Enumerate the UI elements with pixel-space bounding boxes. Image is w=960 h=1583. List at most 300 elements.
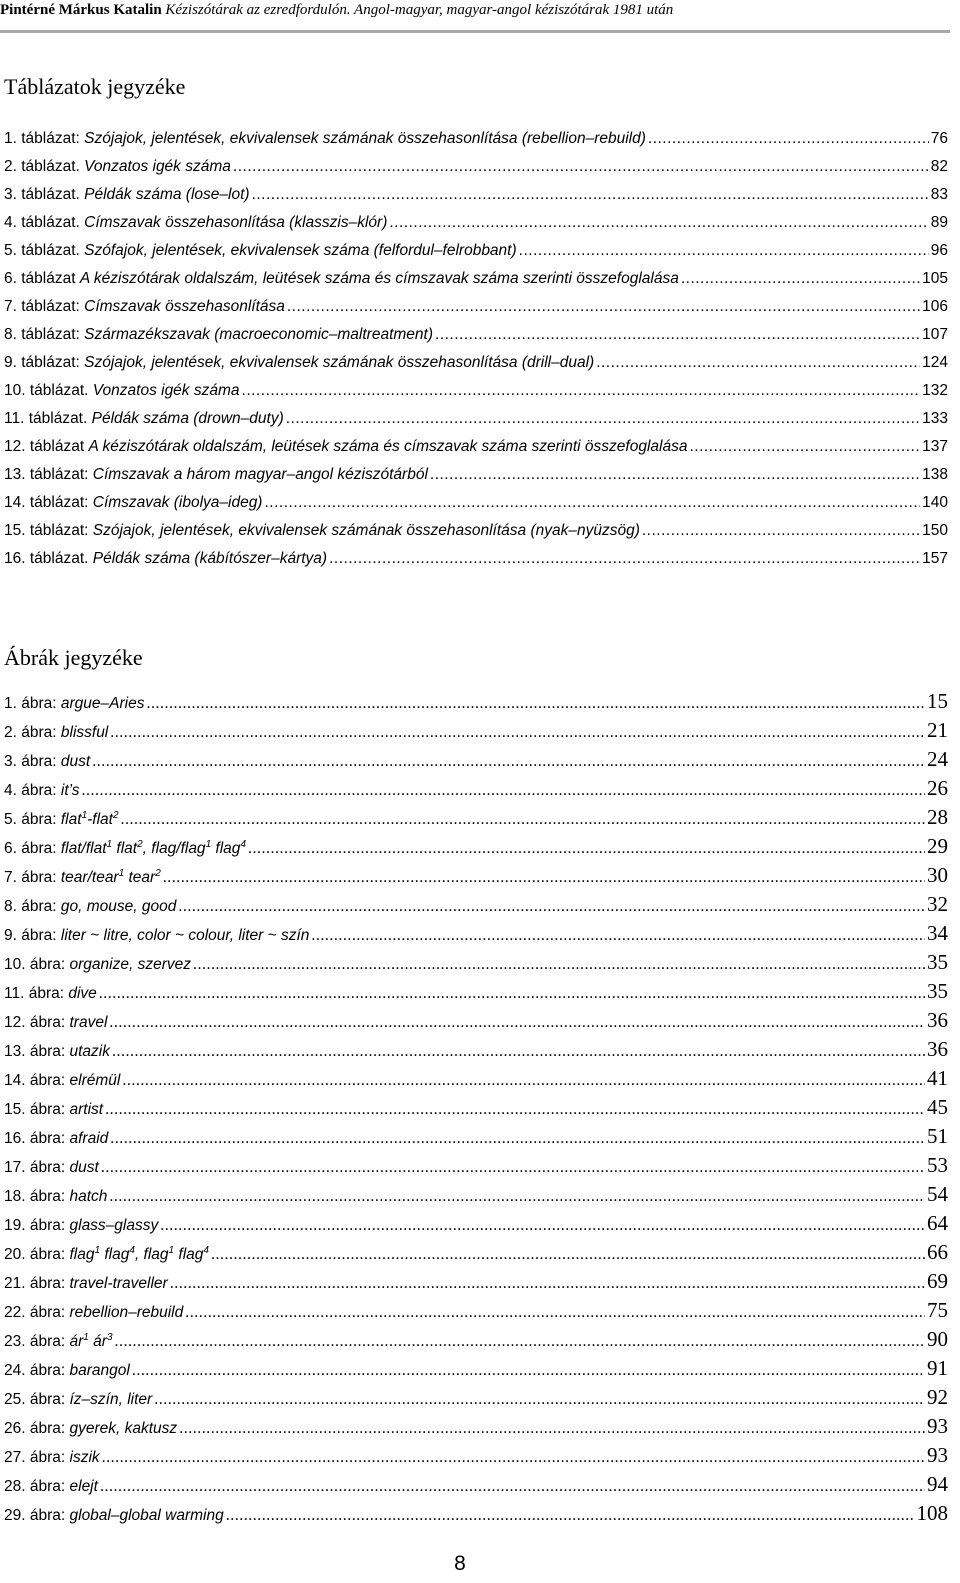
figure-entry[interactable]: [4, 1037, 948, 1066]
table-entry-page: 140: [922, 494, 948, 511]
figure-entry-text: dust: [69, 1159, 99, 1176]
figure-entry-text: rebellion–rebuild: [69, 1304, 184, 1321]
dot-leader: [170, 1275, 925, 1293]
table-entry[interactable]: [4, 298, 948, 326]
figure-entry-title: [70, 1043, 111, 1060]
figure-entry-number: 22. ábra:: [4, 1304, 70, 1321]
figure-entry-label: [4, 724, 108, 742]
figure-entry-label: [4, 1391, 152, 1409]
figure-entry-label: [4, 898, 176, 916]
figure-entry-title: [70, 1449, 100, 1466]
table-entry-label: [4, 158, 231, 176]
table-entry-number: 5. táblázat.: [4, 242, 85, 259]
figure-entry-text: dive: [68, 985, 97, 1002]
figure-entry-label: [4, 811, 119, 829]
table-entry[interactable]: [4, 354, 948, 382]
table-entry-number: 3. táblázat.: [4, 186, 85, 203]
table-entry-label: [4, 214, 387, 232]
figure-entry-label: [4, 1043, 110, 1061]
figure-entry-number: 14. ábra:: [4, 1072, 70, 1089]
figure-entry-number: 9. ábra:: [4, 927, 61, 944]
figure-entry-page: 15: [927, 689, 948, 713]
figures-heading: Ábrák jegyzéke: [4, 645, 143, 670]
figure-entry-label: [4, 1304, 183, 1322]
figure-entry-title: [70, 1159, 99, 1176]
figure-entry-label: [4, 1130, 108, 1148]
figure-entry-page: 21: [927, 718, 948, 742]
superscript: 4: [129, 1245, 135, 1256]
figure-entry-page: 94: [927, 1472, 948, 1496]
figure-entry-label: [4, 1333, 113, 1351]
figure-entry-page: 34: [927, 921, 948, 945]
figure-entry-label: [4, 782, 80, 800]
table-entry-number: 6. táblázat: [4, 270, 80, 287]
superscript: 1: [83, 1332, 89, 1343]
figure-entry-text: flat: [60, 811, 82, 828]
table-entry-page: 76: [930, 130, 948, 147]
table-entry-title: Címszavak a három magyar–angol kéziszótárból: [92, 466, 428, 483]
dot-leader: [689, 438, 920, 456]
figure-entry[interactable]: [4, 1414, 948, 1443]
table-entry-page: 138: [922, 466, 948, 483]
superscript: 3: [106, 1332, 113, 1343]
figure-entry-number: 10. ábra:: [4, 956, 70, 973]
figure-entry[interactable]: [4, 1095, 948, 1124]
table-entry[interactable]: [4, 522, 948, 550]
superscript: 2: [155, 868, 161, 879]
figure-entry-page: 64: [927, 1211, 948, 1235]
dot-leader: [100, 1478, 925, 1496]
figure-entry[interactable]: [4, 747, 948, 776]
tables-heading: Táblázatok jegyzéke: [4, 74, 186, 99]
dot-leader: [92, 753, 925, 771]
figure-entry[interactable]: [4, 718, 948, 747]
dot-leader: [233, 158, 929, 176]
figure-entry-text: glass–glassy: [69, 1217, 159, 1234]
header-title: Kéziszótárak az ezredfordulón. Angol-magyar, magyar-angol kéziszótárak 1981 után: [165, 2, 674, 18]
page-number: 8: [454, 1552, 466, 1575]
figure-entry[interactable]: [4, 776, 948, 805]
figure-entry-page: 93: [927, 1443, 948, 1467]
dot-leader: [110, 724, 925, 742]
figure-entry-number: 23. ábra:: [4, 1333, 70, 1350]
dot-leader: [122, 1072, 925, 1090]
table-entry-page: 89: [930, 214, 948, 231]
table-entry[interactable]: [4, 186, 948, 214]
dot-leader: [178, 898, 925, 916]
figure-entry-text: , flag/flag: [142, 840, 206, 857]
table-entry-number: 15. táblázat:: [4, 522, 93, 539]
figure-entry[interactable]: [4, 921, 948, 950]
figure-entry-label: [4, 1014, 107, 1032]
table-entry-title: Címszavak összehasonlítása (klasszis–klór): [84, 214, 388, 231]
dot-leader: [115, 1333, 925, 1351]
table-entry-page: 82: [930, 158, 948, 175]
figure-entry-title: [70, 1014, 108, 1031]
figure-entry-title: [70, 1478, 98, 1495]
dot-leader: [109, 1188, 925, 1206]
table-entry[interactable]: [4, 410, 948, 438]
dot-leader: [264, 494, 920, 512]
figure-entry-label: [4, 753, 90, 771]
table-entry-title: Példák száma (kábítószer–kártya): [92, 550, 328, 567]
figure-entry-label: [4, 1188, 107, 1206]
table-entry-title: Szójajok, jelentések, ekvivalensek számának összehasonlítása (nyak–nyüzsög): [92, 522, 640, 539]
table-entry-number: 7. táblázat:: [4, 298, 85, 315]
table-entry[interactable]: [4, 270, 948, 298]
figure-entry-title: [70, 1507, 224, 1524]
figure-entry-page: 28: [927, 805, 948, 829]
figure-entry-text: dust: [60, 753, 91, 770]
table-entry-page: 106: [922, 298, 948, 315]
superscript: 1: [118, 868, 125, 879]
figure-entry-page: 26: [927, 776, 948, 800]
figure-entry-title: [61, 811, 119, 828]
figure-entry-title: [61, 840, 246, 857]
dot-leader: [193, 956, 925, 974]
dot-leader: [596, 354, 920, 372]
dot-leader: [389, 214, 928, 232]
table-entry-label: [4, 298, 285, 316]
figure-entry-text: blissful: [60, 724, 109, 741]
figure-entry[interactable]: [4, 689, 948, 718]
figure-entry-text: -flat: [87, 811, 113, 828]
table-entry-label: [4, 242, 517, 260]
figure-entry-number: 13. ábra:: [4, 1043, 70, 1060]
figure-entry-text: organize, szervez: [69, 956, 191, 973]
figure-entry-title: [70, 1333, 113, 1350]
table-entry-number: 12. táblázat: [4, 438, 89, 455]
running-header: [0, 0, 950, 32]
figure-entry-page: 24: [927, 747, 948, 771]
figure-entry[interactable]: [4, 979, 948, 1008]
figure-entry-text: afraid: [69, 1130, 109, 1147]
figure-entry-label: [4, 1101, 103, 1119]
figure-entry-page: 91: [927, 1356, 948, 1380]
figures-list: [4, 689, 948, 1530]
table-entry-title: A kéziszótárak oldalszám, leütések száma és címszavak száma szerinti összefoglalása: [88, 438, 688, 455]
table-entry[interactable]: [4, 326, 948, 354]
figure-entry-text: flat: [112, 840, 138, 857]
table-entry-label: [4, 130, 646, 148]
table-entry-label: [4, 438, 687, 456]
figure-entry-number: 24. ábra:: [4, 1362, 70, 1379]
figure-entry-page: 35: [927, 950, 948, 974]
table-entry-label: [4, 326, 433, 344]
figure-entry[interactable]: [4, 1182, 948, 1211]
dot-leader: [101, 1159, 925, 1177]
table-entry-title: Vonzatos igék száma: [92, 382, 240, 399]
figure-entry-text: ár: [69, 1333, 84, 1350]
dot-leader: [430, 466, 920, 484]
figure-entry-label: [4, 1217, 158, 1235]
figure-entry[interactable]: [4, 1472, 948, 1501]
figure-entry[interactable]: [4, 1327, 948, 1356]
figure-entry-label: [4, 1478, 98, 1496]
figure-entry-page: 45: [927, 1095, 948, 1119]
header-rule: [0, 30, 950, 33]
dot-leader: [146, 695, 925, 713]
figure-entry-number: 11. ábra:: [4, 985, 69, 1002]
figure-entry[interactable]: [4, 1066, 948, 1095]
figure-entry-number: 15. ábra:: [4, 1101, 70, 1118]
table-entry-title: Címszavak (ibolya–ideg): [92, 494, 263, 511]
figure-entry-title: [70, 1130, 109, 1147]
table-entry-page: 137: [922, 438, 948, 455]
table-entry-title: Példák száma (lose–lot): [84, 186, 250, 203]
figure-entry-number: 28. ábra:: [4, 1478, 70, 1495]
figure-entry-number: 21. ábra:: [4, 1275, 70, 1292]
figure-entry-text: flag: [69, 1246, 95, 1263]
figure-entry[interactable]: [4, 1501, 948, 1530]
figure-entry-page: 51: [927, 1124, 948, 1148]
table-entry-number: 9. táblázat:: [4, 354, 85, 371]
dot-leader: [110, 1130, 925, 1148]
figure-entry-page: 30: [927, 863, 948, 887]
figure-entry-text: flag: [174, 1246, 204, 1263]
figure-entry-label: [4, 1362, 130, 1380]
figure-entry-number: 27. ábra:: [4, 1449, 70, 1466]
table-entry-title: Származékszavak (macroeconomic–maltreatment): [84, 326, 434, 343]
table-entry-page: 150: [922, 522, 948, 539]
figure-entry-text: gyerek, kaktusz: [69, 1420, 178, 1437]
figure-entry-label: [4, 695, 144, 713]
figure-entry[interactable]: [4, 863, 948, 892]
figure-entry-text: argue–Aries: [60, 695, 145, 712]
figure-entry-title: [70, 1217, 159, 1234]
figure-entry-number: 29. ábra:: [4, 1507, 70, 1524]
figure-entry-title: [70, 1246, 209, 1263]
figure-entry[interactable]: [4, 1008, 948, 1037]
figure-entry-page: 93: [927, 1414, 948, 1438]
table-entry-page: 132: [922, 382, 948, 399]
figure-entry-title: [61, 782, 80, 799]
figure-entry[interactable]: [4, 950, 948, 979]
table-entry[interactable]: [4, 242, 948, 270]
figure-entry-page: 108: [916, 1501, 948, 1525]
figure-entry[interactable]: [4, 1269, 948, 1298]
figure-entry-label: [4, 1246, 209, 1264]
figure-entry-text: ár: [88, 1333, 107, 1350]
table-entry[interactable]: [4, 494, 948, 522]
dot-leader: [242, 382, 921, 400]
table-entry[interactable]: [4, 438, 948, 466]
figure-entry-page: 69: [927, 1269, 948, 1293]
figure-entry-label: [4, 927, 309, 945]
figure-entry-text: tear: [124, 869, 156, 886]
dot-leader: [642, 522, 920, 540]
table-entry-label: [4, 354, 594, 372]
figure-entry[interactable]: [4, 1153, 948, 1182]
dot-leader: [102, 1449, 925, 1467]
figure-entry-number: 18. ábra:: [4, 1188, 70, 1205]
figure-entry-page: 41: [927, 1066, 948, 1090]
figure-entry-title: [61, 724, 108, 741]
figure-entry-text: elejt: [69, 1478, 98, 1495]
figure-entry-label: [4, 1275, 168, 1293]
figure-entry-page: 75: [927, 1298, 948, 1322]
figure-entry-label: [4, 956, 191, 974]
figure-entry-number: 12. ábra:: [4, 1014, 70, 1031]
table-entry-title: Szójajok, jelentések, ekvivalensek számának összehasonlítása (drill–dual): [84, 354, 595, 371]
dot-leader: [109, 1014, 925, 1032]
superscript: 1: [81, 810, 88, 821]
table-entry-page: 124: [922, 354, 948, 371]
table-entry-title: Címszavak összehasonlítása: [84, 298, 285, 315]
figure-entry-title: [70, 1420, 178, 1437]
figure-entry-page: 35: [927, 979, 948, 1003]
figure-entry-number: 4. ábra:: [4, 782, 61, 799]
dot-leader: [211, 1246, 925, 1264]
figure-entry-label: [4, 1507, 224, 1525]
figure-entry-title: [70, 1188, 108, 1205]
table-entry-page: 107: [922, 326, 948, 343]
figure-entry-text: go, mouse, good: [60, 898, 177, 915]
table-entry-title: Vonzatos igék száma: [84, 158, 231, 175]
table-entry[interactable]: [4, 130, 948, 158]
figure-entry-title: [70, 1275, 168, 1292]
figure-entry-text: barangol: [69, 1362, 130, 1379]
figure-entry-number: 5. ábra:: [4, 811, 61, 828]
figure-entry-text: tear/tear: [60, 869, 119, 886]
table-entry-label: [4, 382, 240, 400]
figure-entry-text: flag: [211, 840, 241, 857]
table-entry-page: 83: [930, 186, 948, 203]
dot-leader: [311, 927, 925, 945]
table-entry-number: 10. táblázat.: [4, 382, 93, 399]
dot-leader: [163, 869, 925, 887]
dot-leader: [121, 811, 925, 829]
figure-entry-title: [61, 869, 161, 886]
figure-entry-page: 90: [927, 1327, 948, 1351]
figure-entry-page: 29: [927, 834, 948, 858]
table-entry-label: [4, 186, 250, 204]
dot-leader: [286, 410, 920, 428]
figure-entry-text: íz–szín, liter: [69, 1391, 153, 1408]
figure-entry-title: [61, 927, 310, 944]
figure-entry-title: [70, 1101, 104, 1118]
superscript: 4: [240, 839, 246, 850]
figure-entry-text: elrémül: [69, 1072, 121, 1089]
dot-leader: [154, 1391, 925, 1409]
table-entry[interactable]: [4, 466, 948, 494]
dot-leader: [226, 1507, 915, 1525]
dot-leader: [112, 1043, 925, 1061]
table-entry-title: A kéziszótárak oldalszám, leütések száma és címszavak száma szerinti összefoglalása: [79, 270, 679, 287]
figure-entry[interactable]: [4, 1443, 948, 1472]
dot-leader: [160, 1217, 925, 1235]
figure-entry[interactable]: [4, 1124, 948, 1153]
dot-leader: [681, 270, 920, 288]
superscript: 1: [205, 839, 212, 850]
figure-entry-text: liter ~ litre, color ~ colour, liter ~ szín: [60, 927, 310, 944]
figure-entry-text: travel-traveller: [69, 1275, 168, 1292]
figure-entry-number: 6. ábra:: [4, 840, 61, 857]
figure-entry-label: [4, 869, 161, 887]
table-entry-page: 133: [922, 410, 948, 427]
figure-entry[interactable]: [4, 834, 948, 863]
dot-leader: [519, 242, 929, 260]
figure-entry[interactable]: [4, 1356, 948, 1385]
figure-entry-text: it’s: [60, 782, 80, 799]
table-entry-number: 11. táblázat.: [4, 410, 92, 427]
figure-entry-number: 16. ábra:: [4, 1130, 70, 1147]
table-entry-number: 2. táblázat.: [4, 158, 85, 175]
table-entry-number: 14. táblázat:: [4, 494, 93, 511]
figure-entry-page: 53: [927, 1153, 948, 1177]
table-entry[interactable]: [4, 382, 948, 410]
dot-leader: [105, 1101, 925, 1119]
figure-entry-number: 2. ábra:: [4, 724, 61, 741]
tables-list: [4, 130, 948, 578]
table-entry-label: [4, 494, 262, 512]
figure-entry-page: 36: [927, 1008, 948, 1032]
figure-entry[interactable]: [4, 1298, 948, 1327]
dot-leader: [287, 298, 920, 316]
dot-leader: [82, 782, 925, 800]
table-entry-label: [4, 466, 428, 484]
figure-entry-title: [70, 1072, 121, 1089]
figure-entry-title: [61, 695, 145, 712]
table-entry-number: 8. táblázat:: [4, 326, 85, 343]
figure-entry-number: 25. ábra:: [4, 1391, 70, 1408]
figure-entry-number: 19. ábra:: [4, 1217, 70, 1234]
figure-entry-title: [70, 1362, 130, 1379]
table-entry-page: 105: [922, 270, 948, 287]
figure-entry-number: 1. ábra:: [4, 695, 61, 712]
figure-entry-title: [70, 1391, 153, 1408]
figure-entry-label: [4, 1449, 100, 1467]
figure-entry-text: hatch: [69, 1188, 108, 1205]
table-entry-title: Szófajok, jelentések, ekvivalensek száma (felfordul–felrobbant): [84, 242, 517, 259]
table-entry-number: 13. táblázat:: [4, 466, 93, 483]
superscript: 4: [203, 1245, 209, 1256]
dot-leader: [648, 130, 929, 148]
figure-entry-text: travel: [69, 1014, 108, 1031]
figure-entry-title: [68, 985, 96, 1002]
figure-entry-page: 66: [927, 1240, 948, 1264]
table-entry[interactable]: [4, 158, 948, 186]
table-entry-page: 157: [922, 550, 948, 567]
superscript: 1: [106, 839, 113, 850]
figure-entry[interactable]: [4, 1211, 948, 1240]
dot-leader: [248, 840, 925, 858]
figure-entry[interactable]: [4, 805, 948, 834]
superscript: 1: [168, 1245, 175, 1256]
figure-entry[interactable]: [4, 1385, 948, 1414]
table-entry-title: Szójajok, jelentések, ekvivalensek számának összehasonlítása (rebellion–rebuild): [84, 130, 646, 147]
superscript: 1: [94, 1245, 101, 1256]
figure-entry-title: [61, 753, 90, 770]
table-entry[interactable]: [4, 214, 948, 242]
table-entry-number: 1. táblázat:: [4, 130, 85, 147]
table-entry-title: Példák száma (drown–duty): [91, 410, 284, 427]
figure-entry-title: [70, 956, 191, 973]
figure-entry[interactable]: [4, 892, 948, 921]
figure-entry-text: global–global warming: [69, 1507, 224, 1524]
figure-entry[interactable]: [4, 1240, 948, 1269]
figure-entry-text: flag: [100, 1246, 130, 1263]
figure-entry-label: [4, 1072, 120, 1090]
figure-entry-number: 7. ábra:: [4, 869, 61, 886]
dot-leader: [329, 550, 920, 568]
dot-leader: [132, 1362, 925, 1380]
figure-entry-text: flat/flat: [60, 840, 107, 857]
figure-entry-number: 26. ábra:: [4, 1420, 70, 1437]
table-entry[interactable]: [4, 550, 948, 578]
dot-leader: [435, 326, 920, 344]
header-author: Pintérné Márkus Katalin: [0, 2, 162, 18]
